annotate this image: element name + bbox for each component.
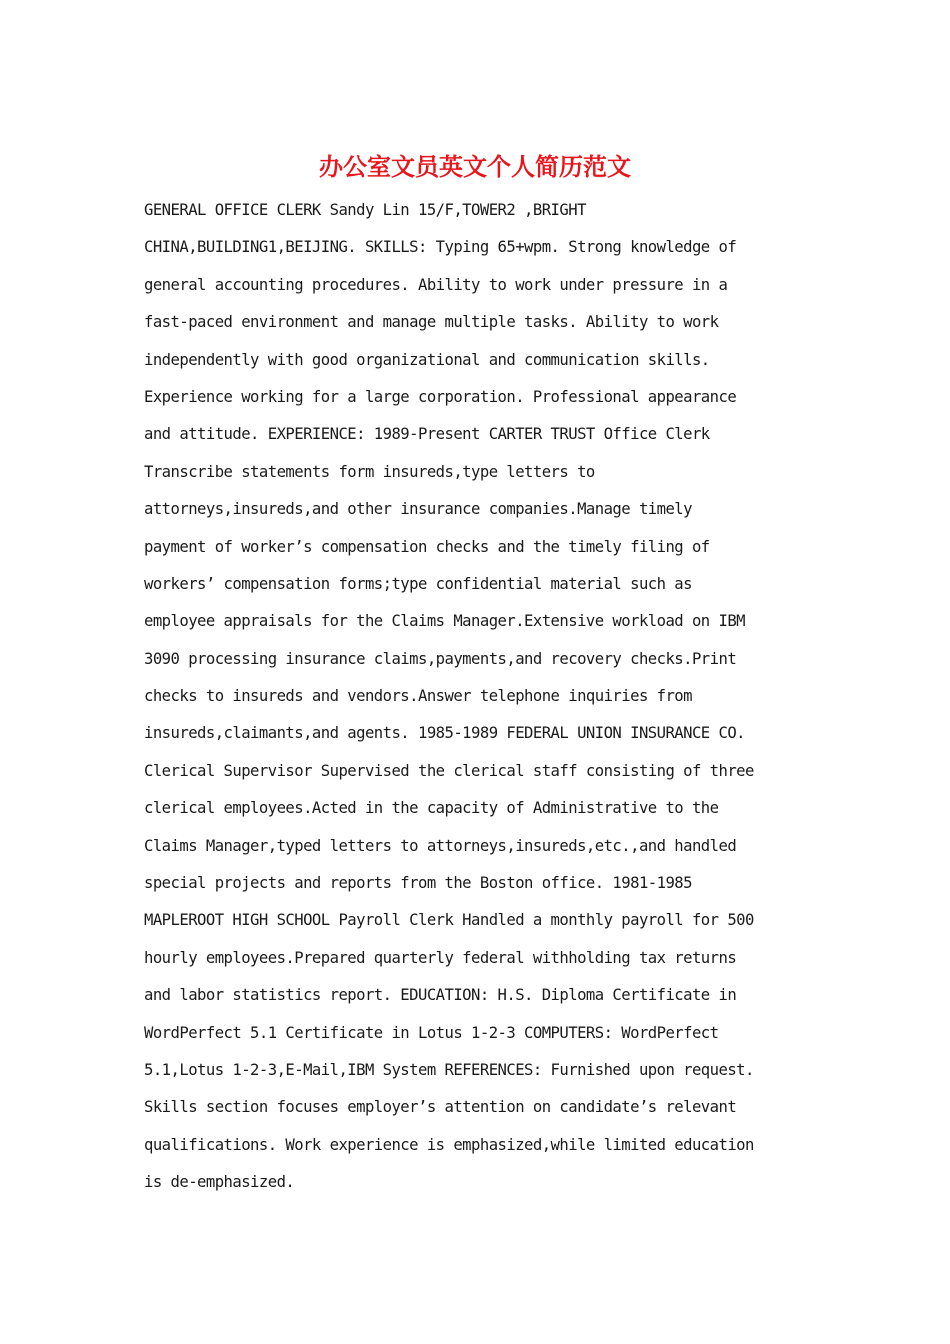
body-line-17: clerical employees.Acted in the capacity of Administrative to the: [144, 799, 719, 818]
body-line-26: qualifications. Work experience is emphasized,while limited education: [144, 1135, 754, 1154]
body-line-7: and attitude. EXPERIENCE: 1989-Present CARTER TRUST Office Clerk: [144, 425, 710, 444]
body-line-20: MAPLEROOT HIGH SCHOOL Payroll Clerk Handled a monthly payroll for 500: [144, 911, 754, 930]
body-line-15: insureds,claimants,and agents. 1985-1989 FEDERAL UNION INSURANCE CO.: [144, 724, 746, 743]
body-line-24: 5.1,Lotus 1-2-3,E-Mail,IBM System REFERENCES: Furnished upon request.: [144, 1060, 754, 1079]
body-line-8: Transcribe statements form insureds,type letters to: [144, 462, 595, 481]
body-line-27: is de-emphasized.: [144, 1173, 295, 1192]
body-line-6: Experience working for a large corporation. Professional appearance: [144, 387, 737, 406]
body-line-22: and labor statistics report. EDUCATION: H.S. Diploma Certificate in: [144, 986, 737, 1005]
resume-body: [144, 192, 824, 1202]
body-line-9: attorneys,insureds,and other insurance companies.Manage timely: [144, 500, 692, 519]
body-line-10: payment of worker’s compensation checks and the timely filing of: [144, 537, 710, 556]
body-line-21: hourly employees.Prepared quarterly federal withholding tax returns: [144, 948, 737, 967]
page-title: 办公室文员英文个人简历范文: [319, 152, 631, 181]
body-line-25: Skills section focuses employer’s attention on candidate’s relevant: [144, 1098, 737, 1117]
body-line-4: fast-paced environment and manage multiple tasks. Ability to work: [144, 313, 719, 332]
body-line-11: workers’ compensation forms;type confidential material such as: [144, 574, 692, 593]
body-line-2: CHINA,BUILDING1,BEIJING. SKILLS: Typing 65+wpm. Strong knowledge of: [144, 238, 737, 257]
body-line-19: special projects and reports from the Boston office. 1981-1985: [144, 874, 692, 893]
body-line-3: general accounting procedures. Ability to work under pressure in a: [144, 275, 728, 294]
body-line-23: WordPerfect 5.1 Certificate in Lotus 1-2-3 COMPUTERS: WordPerfect: [144, 1023, 719, 1042]
body-line-16: Clerical Supervisor Supervised the clerical staff consisting of three: [144, 761, 754, 780]
body-line-12: employee appraisals for the Claims Manager.Extensive workload on IBM: [144, 612, 746, 631]
body-line-14: checks to insureds and vendors.Answer telephone inquiries from: [144, 687, 692, 706]
body-line-5: independently with good organizational and communication skills.: [144, 350, 710, 369]
body-line-18: Claims Manager,typed letters to attorneys,insureds,etc.,and handled: [144, 836, 737, 855]
body-line-13: 3090 processing insurance claims,payments,and recovery checks.Print: [144, 649, 737, 668]
body-line-1: GENERAL OFFICE CLERK Sandy Lin 15/F,TOWER2 ,BRIGHT: [144, 201, 586, 219]
